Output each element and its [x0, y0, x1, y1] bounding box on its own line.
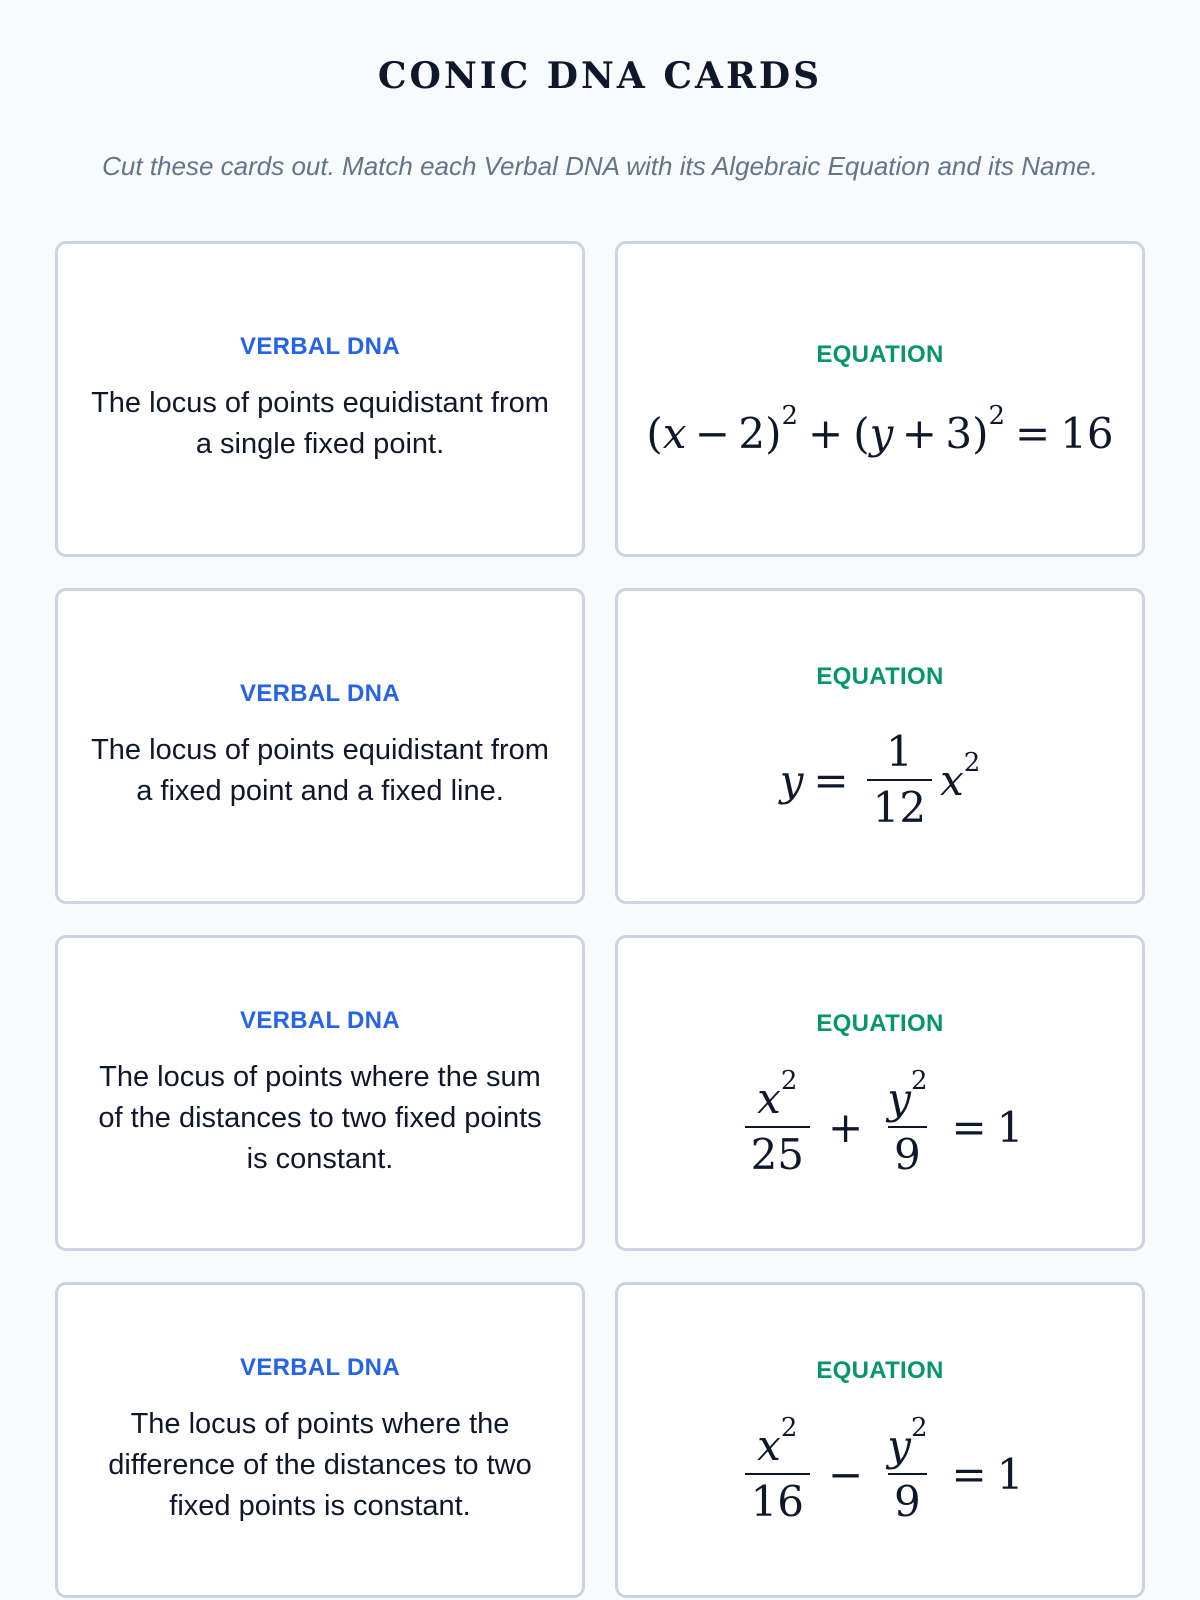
verbal-text: The locus of points equidistant from a single fixed point.	[91, 387, 549, 460]
instructions: Cut these cards out. Match each Verbal DNA with its Algebraic Equation and its Name.	[102, 151, 1098, 181]
equation-card	[615, 241, 1145, 557]
equation-card	[615, 1282, 1145, 1598]
equation-label: EQUATION	[816, 663, 944, 690]
verbal-card	[55, 241, 585, 557]
verbal-card	[55, 1282, 585, 1598]
verbal-text: The locus of points where the difference of the distances to two fixed points is constant.	[108, 1407, 532, 1522]
equation-label: EQUATION	[816, 1010, 944, 1037]
verbal-card	[55, 935, 585, 1251]
verbal-label: VERBAL DNA	[240, 1006, 400, 1034]
verbal-text: The locus of points equidistant from a fixed point and a fixed line.	[91, 734, 549, 807]
equation-formula: y = $\frac{1}{12}$ $x^2$	[779, 727, 981, 832]
verbal-label: VERBAL DNA	[240, 1353, 400, 1381]
verbal-text: The locus of points where the sum of the distances to two fixed points is constant.	[98, 1060, 542, 1175]
equation-formula: $\frac{x^2}{25}$ + $\frac{y^2}{9}$ = 1	[737, 1078, 1024, 1176]
verbal-card	[55, 588, 585, 904]
verbal-label: VERBAL DNA	[240, 333, 400, 360]
equation-card	[615, 588, 1145, 904]
verbal-label: VERBAL DNA	[240, 680, 400, 707]
equation-label: EQUATION	[816, 1357, 944, 1384]
equation-label: EQUATION	[816, 340, 944, 368]
page-title: CONIC DNA CARDS	[377, 55, 823, 97]
equation-formula: $\frac{x^2}{16}$ − $\frac{y^2}{9}$ = 1	[737, 1425, 1024, 1523]
equation-formula: $(x - 2)^2$ + $(y + 3)^2$ = 16	[646, 400, 1114, 458]
equation-card	[615, 935, 1145, 1251]
